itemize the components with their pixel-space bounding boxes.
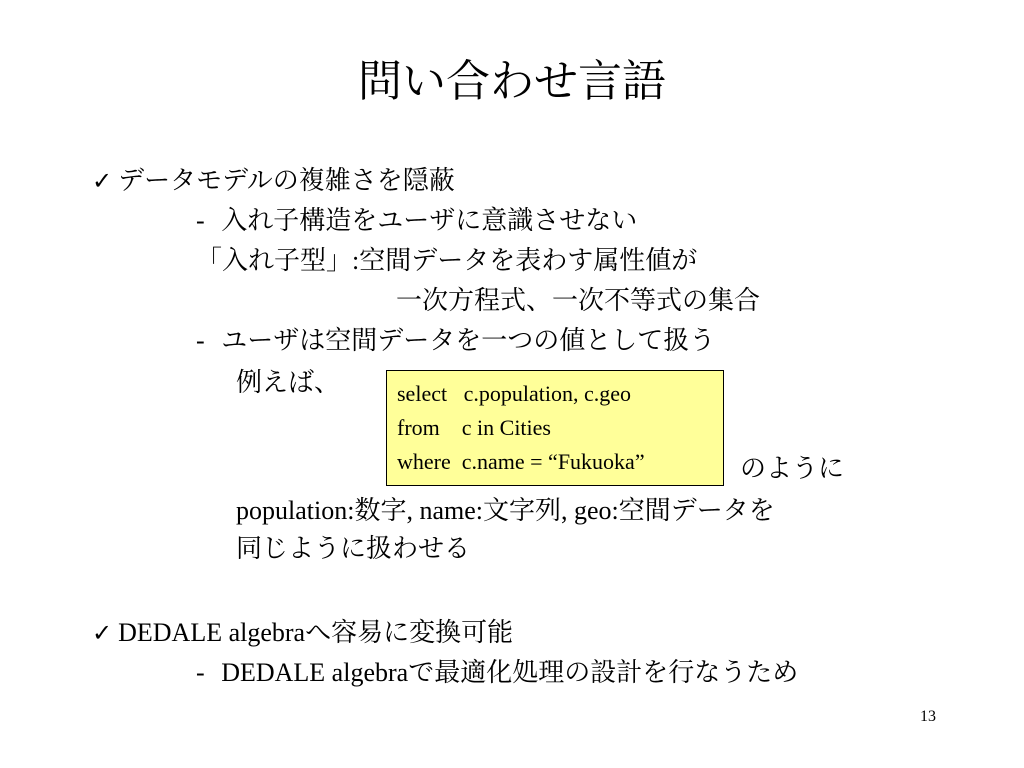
bullet-jp: で最適化処理の設計を行なうため bbox=[408, 658, 799, 688]
colon: : bbox=[352, 246, 360, 275]
bullet-nested-structure bbox=[196, 204, 637, 238]
slide-title: 問い合わせ言語 bbox=[358, 56, 666, 107]
attr-name: name: bbox=[419, 496, 483, 525]
nested-type-label: 「入れ子型」 bbox=[196, 246, 353, 276]
example-prefix: 例えば、 bbox=[236, 368, 341, 398]
query-line-where: where c.name = “Fukuoka” bbox=[397, 449, 645, 474]
attributes-line bbox=[236, 494, 775, 528]
dash-marker: - bbox=[196, 326, 205, 355]
section1-heading bbox=[92, 164, 455, 198]
page-number: 13 bbox=[920, 708, 936, 725]
example-suffix: のように bbox=[740, 454, 845, 484]
attr-geo-type: 空間データを bbox=[618, 496, 775, 526]
bullet-latin: DEDALE algebra bbox=[221, 658, 409, 687]
attr-population: population: bbox=[236, 496, 355, 525]
dash-marker: - bbox=[196, 206, 205, 235]
nested-type-definition bbox=[196, 244, 697, 278]
section2-heading bbox=[92, 616, 513, 650]
attr-population-type: 数字 bbox=[354, 496, 407, 526]
bullet-text: ユーザは空間データを一つの値として扱う bbox=[221, 326, 716, 356]
separator: , bbox=[561, 496, 574, 525]
checkmark-icon: ✓ bbox=[92, 167, 113, 195]
section2-heading-jp: へ容易に変換可能 bbox=[305, 618, 514, 648]
attr-name-type: 文字列 bbox=[482, 496, 561, 526]
query-line-from: from c in Cities bbox=[397, 415, 551, 440]
bullet-dedale-optimization bbox=[196, 656, 798, 690]
nested-type-desc: 空間データを表わす属性値が bbox=[359, 246, 698, 276]
attr-geo: geo: bbox=[574, 496, 619, 525]
nested-type-desc-cont: 一次方程式、一次不等式の集合 bbox=[396, 286, 761, 316]
query-line-select: select c.population, c.geo bbox=[397, 381, 631, 406]
section2-heading-latin: DEDALE algebra bbox=[118, 618, 306, 647]
bullet-text: 入れ子構造をユーザに意識させない bbox=[221, 206, 638, 236]
attributes-line-cont: 同じように扱わせる bbox=[236, 534, 471, 564]
separator: , bbox=[406, 496, 420, 525]
bullet-single-value bbox=[196, 324, 715, 358]
query-code-box bbox=[386, 370, 724, 486]
section1-heading-text: データモデルの複雑さを隠蔽 bbox=[118, 166, 455, 196]
checkmark-icon: ✓ bbox=[92, 619, 113, 647]
dash-marker: - bbox=[196, 658, 205, 687]
